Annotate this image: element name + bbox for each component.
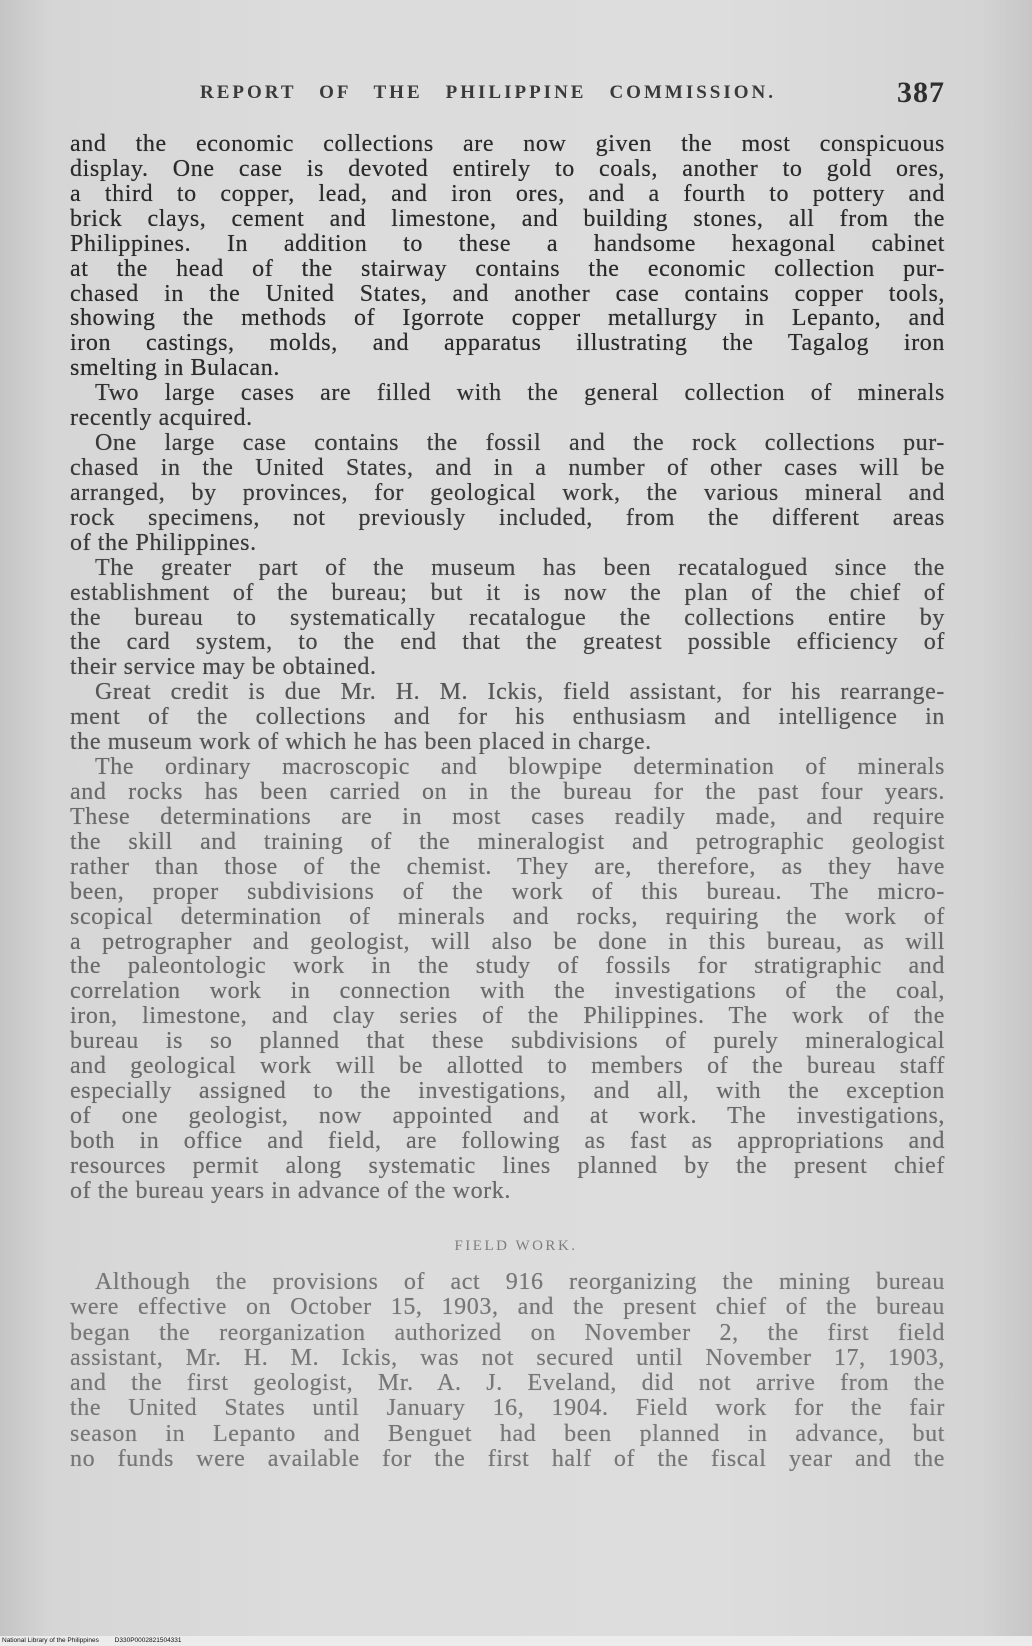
- text-line: the bureau to systematically recatalogue the collections entire by: [70, 604, 945, 631]
- text-line: smelting in Bulacan.: [70, 355, 280, 382]
- text-line: ment of the collections and for his enthusiasm and intelligence in: [70, 704, 945, 731]
- text-line: arranged, by provinces, for geological work, the various mineral and: [70, 479, 945, 506]
- text-line: scopical determination of minerals and rocks, requiring the work of: [70, 903, 945, 930]
- text-line: One large case contains the fossil and the rock collections pur-: [95, 430, 945, 457]
- text-line: the United States until January 16, 1904. Field work for the fair: [70, 1395, 945, 1422]
- paragraph: [70, 431, 945, 556]
- field-work-text: [70, 1270, 945, 1472]
- text-line: a petrographer and geologist, will also be done in this bureau, as will: [70, 928, 945, 955]
- body-text: [70, 132, 945, 1204]
- text-line: the skill and training of the mineralogist and petrographic geologist: [70, 828, 945, 855]
- page-number: 387: [897, 76, 945, 109]
- text-line: and geological work will be allotted to members of the bureau staff: [70, 1053, 945, 1080]
- text-line: iron, limestone, and clay series of the Philippines. The work of the: [70, 1003, 945, 1030]
- text-line: Although the provisions of act 916 reorganizing the mining bureau: [95, 1269, 945, 1295]
- text-line: and rocks has been carried on in the bureau for the past four years.: [70, 778, 945, 805]
- text-line: The ordinary macroscopic and blowpipe determination of minerals: [95, 754, 945, 781]
- text-line: the paleontologic work in the study of fossils for stratigraphic and: [70, 953, 945, 980]
- text-line: rock specimens, not previously included, from the different areas: [70, 504, 945, 531]
- footer-scan-code: D330P0002821504331: [114, 1637, 182, 1644]
- text-line: correlation work in connection with the investigations of the coal,: [70, 978, 945, 1005]
- footer-library-credit: National Library of the Philippines: [2, 1637, 99, 1644]
- text-line: recently acquired.: [70, 405, 253, 432]
- text-line: the museum work of which he has been placed in charge.: [70, 729, 652, 756]
- text-line: their service may be obtained.: [70, 654, 377, 681]
- text-line: brick clays, cement and limestone, and building stones, all from the: [70, 205, 945, 232]
- text-line: and the first geologist, Mr. A. J. Eveland, did not arrive from the: [70, 1370, 945, 1397]
- text-line: assistant, Mr. H. M. Ickis, was not secured until November 17, 1903,: [70, 1344, 945, 1371]
- text-line: the card system, to the end that the greatest possible efficiency of: [70, 629, 945, 656]
- text-line: rather than those of the chemist. They are, therefore, as they have: [70, 853, 945, 880]
- text-line: especially assigned to the investigations, and all, with the exception: [70, 1078, 945, 1105]
- paragraph: [70, 132, 945, 381]
- text-line: season in Lepanto and Benguet had been planned in advance, but: [70, 1420, 945, 1447]
- text-line: establishment of the bureau; but it is now the plan of the chief of: [70, 579, 945, 606]
- paragraph: [70, 381, 945, 431]
- text-line: of the Philippines.: [70, 529, 257, 556]
- section-heading: FIELD WORK.: [454, 1238, 578, 1254]
- text-line: Two large cases are filled with the general collection of minerals: [95, 380, 945, 407]
- text-line: been, proper subdivisions of the work of this bureau. The micro-: [70, 878, 945, 905]
- text-line: showing the methods of Igorrote copper metallurgy in Lepanto, and: [70, 305, 945, 332]
- text-line: were effective on October 15, 1903, and the present chief of the bureau: [70, 1294, 945, 1321]
- text-line: Philippines. In addition to these a handsome hexagonal cabinet: [70, 230, 945, 257]
- text-line: chased in the United States, and in a number of other cases will be: [70, 454, 945, 481]
- text-line: These determinations are in most cases readily made, and require: [70, 803, 945, 830]
- paragraph: [70, 755, 945, 1204]
- paragraph: [70, 556, 945, 681]
- paragraph: [70, 1270, 945, 1472]
- text-line: at the head of the stairway contains the economic collection pur-: [70, 255, 945, 282]
- text-line: of the bureau years in advance of the work.: [70, 1177, 511, 1204]
- text-line: resources permit along systematic lines planned by the present chief: [70, 1152, 945, 1179]
- text-line: a third to copper, lead, and iron ores, and a fourth to pottery and: [70, 180, 945, 207]
- text-line: The greater part of the museum has been recatalogued since the: [95, 554, 945, 581]
- text-line: iron castings, molds, and apparatus illustrating the Tagalog iron: [70, 330, 945, 357]
- paragraph: [70, 680, 945, 755]
- text-line: both in office and field, are following as fast as appropriations and: [70, 1127, 945, 1154]
- text-line: no funds were available for the first half of the fiscal year and the: [70, 1446, 945, 1473]
- text-line: Great credit is due Mr. H. M. Ickis, field assistant, for his rearrange-: [95, 679, 945, 706]
- scan-footer: [0, 1636, 1032, 1646]
- text-line: chased in the United States, and another case contains copper tools,: [70, 280, 945, 307]
- text-line: of one geologist, now appointed and at work. The investigations,: [70, 1102, 945, 1129]
- text-line: began the reorganization authorized on November 2, the first field: [70, 1319, 945, 1346]
- text-line: display. One case is devoted entirely to coals, another to gold ores,: [70, 155, 945, 182]
- text-line: bureau is so planned that these subdivisions of purely mineralogical: [70, 1028, 945, 1055]
- text-line: and the economic collections are now given the most conspicuous: [70, 131, 945, 157]
- running-head: REPORT OF THE PHILIPPINE COMMISSION.: [200, 82, 776, 103]
